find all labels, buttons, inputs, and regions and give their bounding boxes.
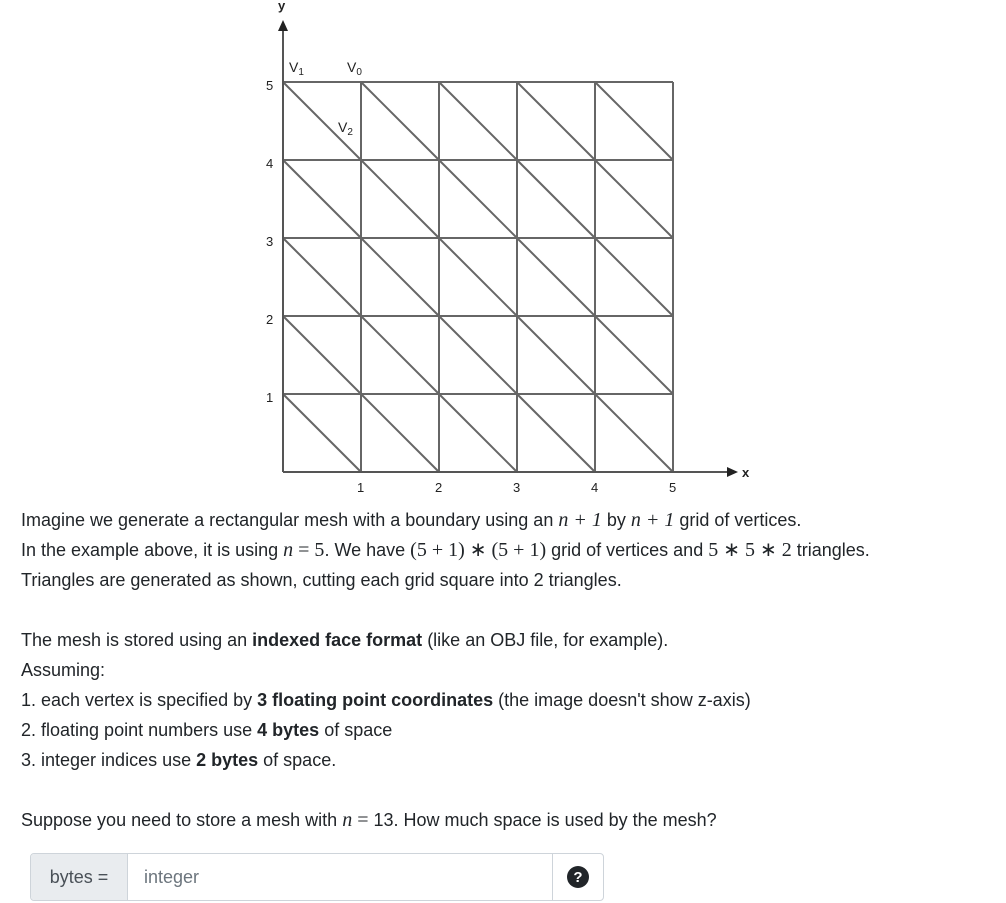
vertex-label-v0: $V_0$ [347,59,362,78]
grid-diagonal-line [361,316,439,394]
intro-line-1: Imagine we generate a rectangular mesh with a boundary using an n + 1 by n + 1 grid of vertices. [21,509,802,531]
answer-prefix-label: bytes = [31,854,128,900]
grid-diagonal-line [361,82,439,160]
help-button[interactable] [552,854,603,900]
grid-diagonal-line [595,238,673,316]
storage-line: The mesh is stored using an indexed face format (like an OBJ file, for example). [21,630,669,650]
intro-line-2: In the example above, it is using n = 5. We have (5 + 1) ∗ (5 + 1) grid of vertices and 5 ∗ 5 ∗ 2 triangles. [21,539,870,561]
grid-diagonal-line [595,394,673,472]
vertex-label-v2: $V_2$ [338,119,353,138]
x-tick-label: 2 [435,480,443,495]
grid-diagonal-line [517,394,595,472]
grid-diagonal-line [595,160,673,238]
tick-labels [266,78,676,495]
grid-diagonal-line [283,316,361,394]
answer-input[interactable] [128,854,552,900]
grid-diagonal-line [361,160,439,238]
grid-diagonal-line [439,316,517,394]
grid-diagonal-line [595,82,673,160]
grid-diagonal-line [283,394,361,472]
grid-diagonal-line [439,160,517,238]
grid-diagonal-line [517,82,595,160]
grid-diagonal-line [595,316,673,394]
x-axis-arrow-icon [727,467,738,477]
y-tick-label: 2 [266,312,274,327]
x-tick-label: 3 [513,480,521,495]
y-axis-label: y [278,0,286,13]
mesh-grid [283,82,673,472]
vertex-label-v1: $V_1$ [289,59,304,78]
question-text: Suppose you need to store a mesh with n = 13. How much space is used by the mesh? [21,809,717,831]
question-mark-icon[interactable]: ? [567,866,589,888]
grid-diagonal-line [361,238,439,316]
y-tick-label: 3 [266,234,274,249]
grid-diagonal-line [283,238,361,316]
y-tick-label: 1 [266,390,274,405]
assumption-2: 2. floating point numbers use 4 bytes of space [21,720,393,740]
x-tick-label: 5 [669,480,677,495]
grid-diagonal-line [517,316,595,394]
assumption-1: 1. each vertex is specified by 3 floating point coordinates (the image doesn't show z-axis) [21,690,751,710]
mesh-figure [0,0,790,505]
assuming-label: Assuming: [21,660,106,680]
y-tick-label: 4 [266,156,274,171]
grid-diagonal-line [439,82,517,160]
grid-diagonal-line [439,238,517,316]
assumption-3: 3. integer indices use 2 bytes of space. [21,750,337,770]
y-axis-arrow-icon [278,20,288,31]
x-tick-label: 1 [357,480,365,495]
answer-input-group [30,853,604,901]
y-tick-label: 5 [266,78,274,93]
grid-diagonal-line [283,82,361,160]
grid-diagonal-line [361,394,439,472]
grid-diagonal-line [517,238,595,316]
intro-line-3: Triangles are generated as shown, cutting each grid square into 2 triangles. [21,570,622,590]
x-axis-label: x [742,465,750,480]
grid-diagonal-line [283,160,361,238]
x-tick-label: 4 [591,480,599,495]
grid-diagonal-line [517,160,595,238]
grid-diagonal-line [439,394,517,472]
